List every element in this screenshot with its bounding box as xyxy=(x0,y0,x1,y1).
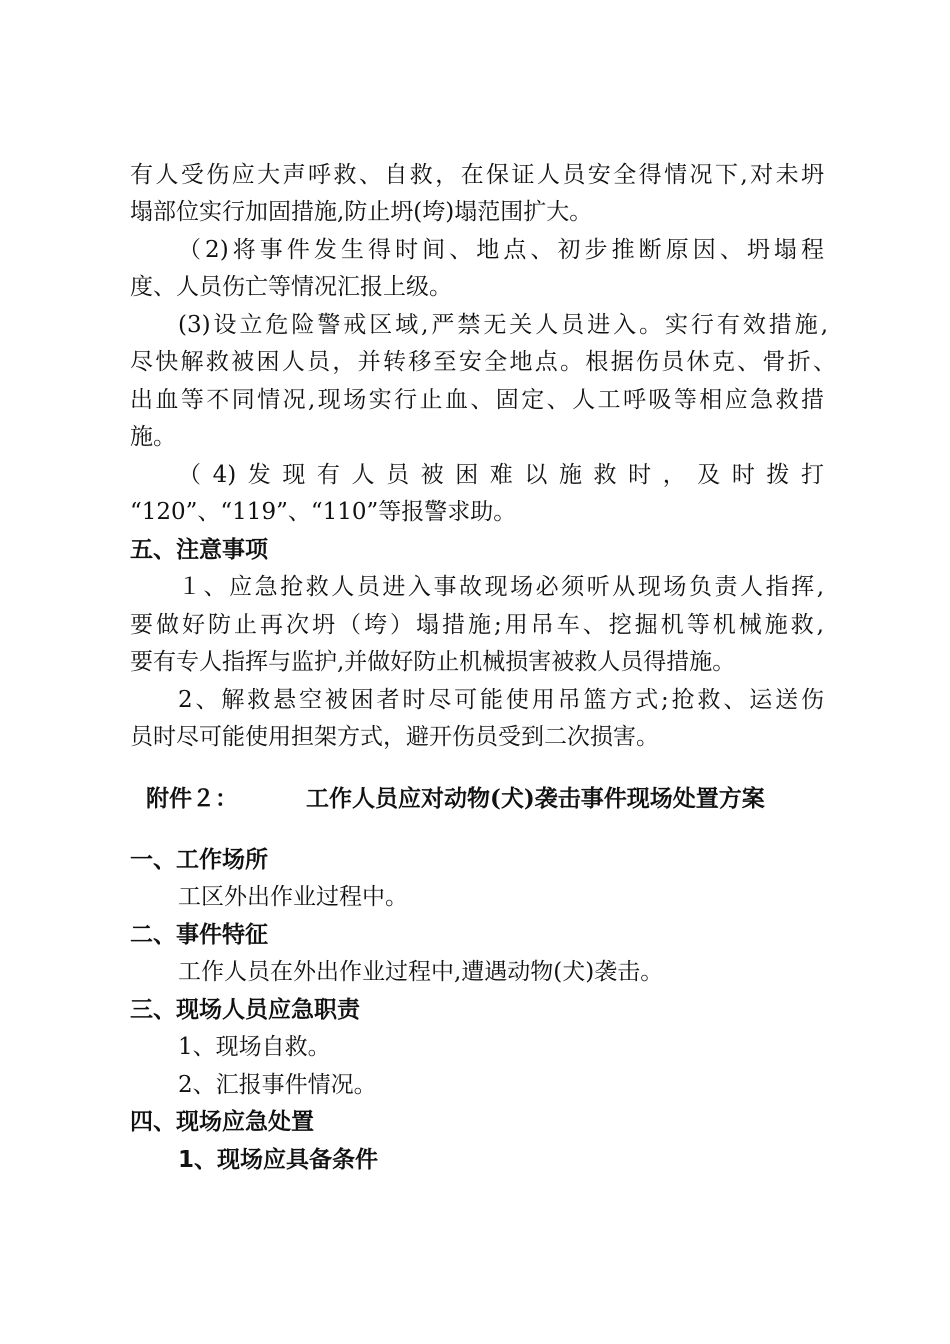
note-2-line: 员时尽可能使用担架方式，避开伤员受到二次损害。 xyxy=(130,724,659,750)
section-2-text: 工作人员在外出作业过程中,遭遇动物(犬)袭击。 xyxy=(178,959,664,985)
paragraph-line: 塌部位实行加固措施,防止坍(垮)塌范围扩大。 xyxy=(130,199,593,225)
section-heading-3: 三、现场人员应急职责 xyxy=(130,997,360,1023)
attachment-title: 工作人员应对动物(犬)袭击事件现场处置方案 xyxy=(306,785,765,812)
list-item-3-line: 出血等不同情况,现场实行止血、固定、人工呼吸等相应急救措 xyxy=(130,387,824,413)
note-2-line: 2、解救悬空被困者时尽可能使用吊篮方式;抢救、运送伤 xyxy=(178,687,824,713)
section-heading-4: 四、现场应急处置 xyxy=(130,1109,314,1135)
list-item-2-line: 度、人员伤亡等情况汇报上级。 xyxy=(130,274,452,300)
section-heading-1: 一、工作场所 xyxy=(130,847,268,873)
section-4-subheading: 1、现场应具备条件 xyxy=(178,1147,379,1173)
section-heading-2: 二、事件特征 xyxy=(130,922,268,948)
list-item-2-line: （2)将事件发生得时间、地点、初步推断原因、坍塌程 xyxy=(178,237,824,263)
section-heading-5: 五、注意事项 xyxy=(130,537,268,563)
list-item-4-line: “120”、“119”、“110”等报警求助。 xyxy=(130,499,517,525)
list-item-3-line: (3)设立危险警戒区域,严禁无关人员进入。实行有效措施, xyxy=(178,312,828,338)
note-1-line: 要有专人指挥与监护,并做好防止机械损害被救人员得措施。 xyxy=(130,649,736,675)
list-item-3-line: 尽快解救被困人员，并转移至安全地点。根据伤员休克、骨折、 xyxy=(130,349,836,375)
section-1-text: 工区外出作业过程中。 xyxy=(178,884,408,910)
list-item-3-line: 施。 xyxy=(130,424,176,450)
section-3-item-2: 2、汇报事件情况。 xyxy=(178,1072,377,1098)
attachment-label: 附件２： xyxy=(146,785,238,812)
note-1-line: １、应急抢救人员进入事故现场必须听从现场负责人指挥, xyxy=(178,574,824,600)
paragraph-line: 有人受伤应大声呼救、自救，在保证人员安全得情况下,对未坍 xyxy=(130,162,824,188)
section-3-item-1: 1、现场自救。 xyxy=(178,1034,331,1060)
note-1-line: 要做好防止再次坍（垮）塌措施;用吊车、挖掘机等机械施救, xyxy=(130,612,824,638)
list-item-4-line: （4)发现有人员被困难以施救时，及时拨打 xyxy=(178,462,824,488)
